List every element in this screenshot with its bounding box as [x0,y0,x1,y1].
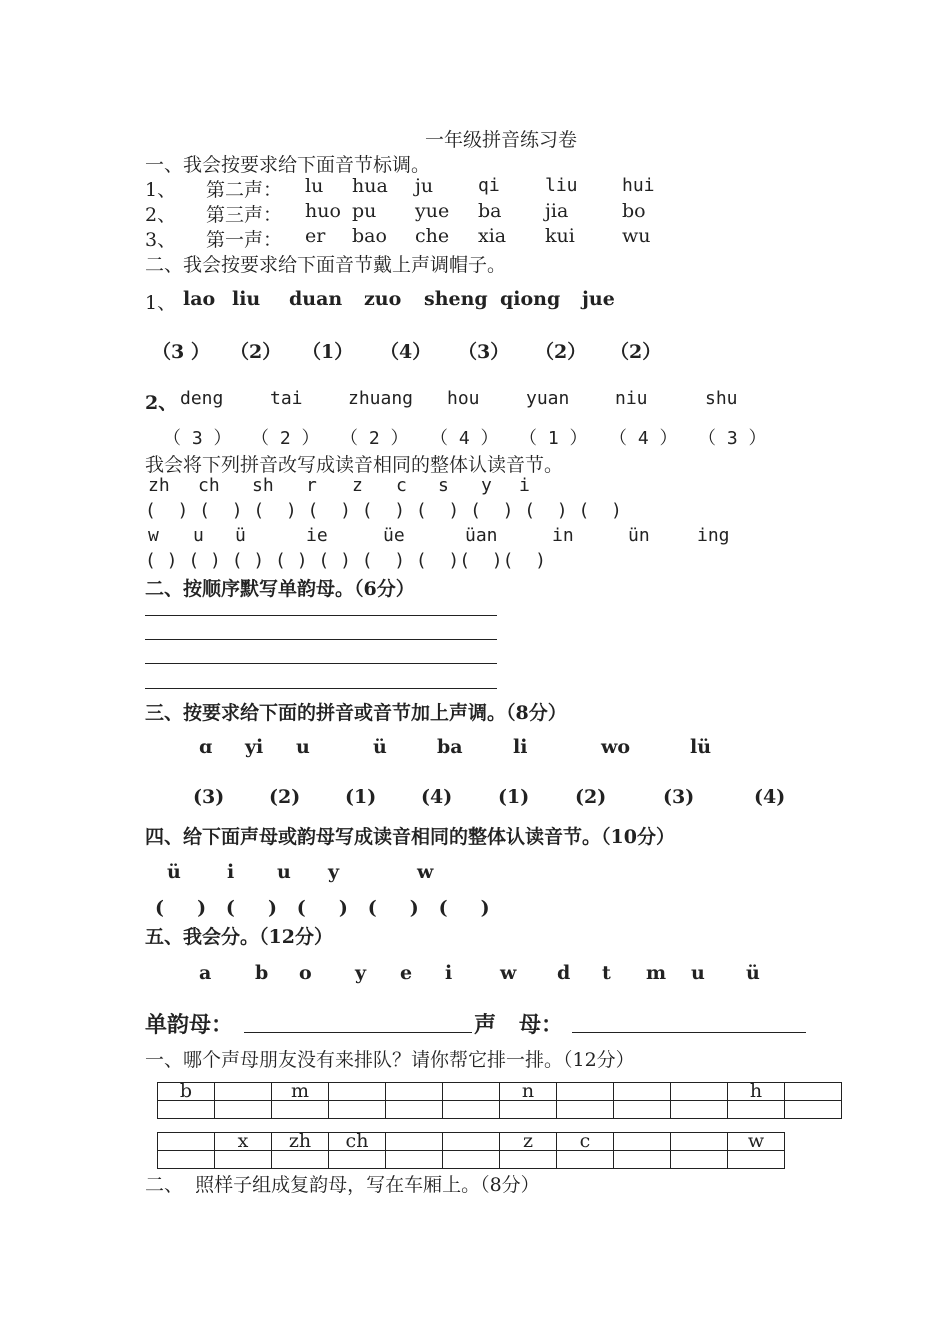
answer-parens: ( ) ( ) ( ) ( ) ( ) ( ) ( ) ( ) ( ) [145,500,622,521]
tone-number: （1） [302,341,354,363]
pinyin-letter: y [328,861,340,883]
grid-cell-lower [728,1151,785,1169]
syllable: xia [478,225,507,247]
grid-cell-lower [614,1151,671,1169]
syllable: jia [545,200,569,222]
syllable: ɑ [199,736,213,758]
syllable: yue [415,200,450,222]
grid-cell: z [500,1133,557,1151]
grid-cell-lower [557,1151,614,1169]
grid-cell-lower [443,1151,500,1169]
tone-number: （ 4 ） [430,428,499,449]
pinyin-letter: u [193,525,204,546]
syllable: u [296,736,310,758]
syllable: pu [352,200,377,222]
grid-cell[interactable] [329,1083,386,1101]
syllable: duan [289,288,343,310]
pinyin-letter: i [519,475,530,496]
item-number: 1、 [145,179,177,201]
tone-number: （2） [230,341,282,363]
syllable: che [415,225,450,247]
syllable: ü [373,736,387,758]
pinyin-letter: i [227,861,235,883]
pinyin-letter: y [481,475,492,496]
answer-parens: ( ) ( ) ( ) ( ) ( ) ( ) ( )( )( ) [145,550,546,571]
answer-line [145,615,497,616]
grid-cell: n [500,1083,557,1101]
tone-number: （3） [458,341,510,363]
tone-number: （ 4 ） [609,428,678,449]
syllable: hui [622,175,655,196]
syllable: wu [622,225,651,247]
syllable: kui [545,225,575,247]
pinyin-letter: e [400,962,413,984]
syllable: ba [478,200,502,222]
grid-cell: b [158,1083,215,1101]
pinyin-letter: üan [465,525,498,546]
answer-line [145,639,497,640]
grid-cell-lower [272,1101,329,1119]
grid-cell-lower [671,1101,728,1119]
syllable: bao [352,225,387,247]
vowel-answer-line [244,1032,472,1033]
item-number: 2、 [145,392,178,414]
tone-number: （ 3 ） [698,428,767,449]
pinyin-letter: m [646,962,667,984]
grid-cell-lower [557,1101,614,1119]
tone-number: (1) [345,786,377,808]
syllable: yi [245,736,264,758]
vowel-label: 单韵母： [145,1012,234,1038]
pinyin-letter: o [299,962,312,984]
syllable: lu [305,175,324,197]
section6-parens: ( ) ( ) ( ) ( ) ( ) [155,897,490,919]
grid-cell-lower [671,1151,728,1169]
grid-cell: ch [329,1133,386,1151]
grid-cell: h [728,1083,785,1101]
initial-answer-line [572,1032,806,1033]
grid-cell[interactable] [557,1083,614,1101]
grid-cell-lower [386,1151,443,1169]
tone-number: (3) [193,786,225,808]
syllable: sheng [424,288,488,310]
pinyin-letter: u [277,861,291,883]
grid-cell: x [215,1133,272,1151]
syllable: yuan [526,388,570,409]
page-title: 一年级拼音练习卷 [425,129,578,151]
grid-cell-lower [614,1101,671,1119]
grid-cell-lower [329,1151,386,1169]
answer-line [145,688,497,689]
pinyin-letter: ü [167,861,181,883]
syllable: tai [270,388,303,409]
pinyin-letter: r [306,475,317,496]
syllable: deng [180,388,224,409]
grid-cell[interactable] [158,1133,215,1151]
item-number: 2、 [145,204,177,226]
grid-cell[interactable] [671,1133,728,1151]
grid-cell: m [272,1083,329,1101]
grid-cell[interactable] [443,1083,500,1101]
grid-cell: zh [272,1133,329,1151]
syllable: lao [183,288,216,310]
syllable: niu [615,388,648,409]
tone-number: （2） [535,341,587,363]
tone-number: (2) [575,786,607,808]
tone-number: (1) [498,786,530,808]
section6-heading: 四、给下面声母或韵母写成读音相同的整体认读音节。（10分） [145,826,675,848]
pinyin-letter: a [199,962,212,984]
section8-heading: 一、哪个声母朋友没有来排队？请你帮它排一排。（12分） [145,1049,635,1071]
pinyin-letter: ü [235,525,246,546]
section3-heading: 我会将下列拼音改写成读音相同的整体认读音节。 [145,454,564,476]
grid-cell[interactable] [215,1083,272,1101]
pinyin-letter: üe [383,525,405,546]
section2-heading: 二、我会按要求给下面音节戴上声调帽子。 [145,254,507,276]
pinyin-letter: i [445,962,453,984]
grid-cell: w [728,1133,785,1151]
pinyin-letter: u [691,962,705,984]
grid-cell-lower [500,1101,557,1119]
tone-number: (2) [269,786,301,808]
syllable: ba [437,736,463,758]
grid-cell-lower [215,1101,272,1119]
grid-cell[interactable] [614,1133,671,1151]
grid-cell-lower [215,1151,272,1169]
tone-label: 第一声： [206,229,283,251]
pinyin-letter: w [417,861,434,883]
grid-cell-lower [728,1101,785,1119]
pinyin-letter: w [500,962,517,984]
syllable: zhuang [348,388,414,409]
grid-cell-lower [785,1101,842,1119]
pinyin-letter: w [148,525,159,546]
grid-cell[interactable] [443,1133,500,1151]
section7-heading: 五、我会分。（12分） [145,926,333,948]
syllable: liu [232,288,261,310]
tone-number: （2） [610,341,662,363]
syllable: jue [582,288,615,310]
grid-cell-lower [158,1101,215,1119]
tone-number: (3) [663,786,695,808]
grid-cell: c [557,1133,614,1151]
tone-number: （4） [380,341,432,363]
grid-cell-lower [500,1151,557,1169]
item-number: 1、 [145,292,177,314]
pinyin-letter: s [438,475,449,496]
tone-number: （3 ） [152,341,210,363]
pinyin-letter: y [355,962,367,984]
grid-cell[interactable] [386,1133,443,1151]
tone-number: （ 1 ） [519,428,588,449]
initial-label: 声 母： [474,1012,563,1038]
syllable: huo [305,200,341,222]
grid-cell-lower [272,1151,329,1169]
pinyin-letter: ie [306,525,328,546]
syllable: shu [705,388,738,409]
section5-heading: 三、按要求给下面的拼音或音节加上声调。（8分） [145,702,567,724]
grid-cell[interactable] [671,1083,728,1101]
tone-number: （ 2 ） [340,428,409,449]
tone-number: (4) [754,786,786,808]
tone-label: 第二声： [206,179,283,201]
grid-cell[interactable] [614,1083,671,1101]
pinyin-letter: ün [628,525,650,546]
item-number: 3、 [145,229,177,251]
grid-cell-lower [158,1151,215,1169]
syllable: ju [415,175,434,197]
grid-cell-lower [443,1101,500,1119]
initials-grid-2 [157,1132,785,1169]
pinyin-letter: in [552,525,574,546]
tone-number: (4) [421,786,453,808]
pinyin-letter: b [255,962,269,984]
syllable: bo [622,200,646,222]
pinyin-letter: ch [198,475,220,496]
syllable: qi [478,175,500,196]
pinyin-letter: ü [746,962,760,984]
section4-heading: 二、按顺序默写单韵母。（6分） [145,578,415,600]
syllable: lü [690,736,712,758]
pinyin-letter: zh [148,475,170,496]
pinyin-letter: c [396,475,407,496]
syllable: er [305,225,326,247]
pinyin-letter: t [602,962,611,984]
grid-cell[interactable] [785,1083,842,1101]
section1-heading: 一、我会按要求给下面音节标调。 [145,154,431,176]
pinyin-letter: ing [697,525,730,546]
syllable: zuo [364,288,402,310]
grid-cell-lower [329,1101,386,1119]
syllable: wo [601,736,631,758]
initials-grid-1 [157,1082,842,1119]
pinyin-letter: d [557,962,571,984]
section9-heading: 二、 照样子组成复韵母，写在车厢上。（8分） [145,1174,540,1196]
grid-cell[interactable] [386,1083,443,1101]
tone-number: （ 3 ） [163,428,232,449]
syllable: li [513,736,528,758]
tone-number: （ 2 ） [251,428,320,449]
syllable: qiong [500,288,561,310]
syllable: hua [352,175,388,197]
pinyin-letter: z [352,475,363,496]
grid-cell-lower [386,1101,443,1119]
tone-label: 第三声： [206,204,283,226]
syllable: hou [447,388,480,409]
syllable: liu [545,175,578,196]
pinyin-letter: sh [252,475,274,496]
answer-line [145,663,497,664]
